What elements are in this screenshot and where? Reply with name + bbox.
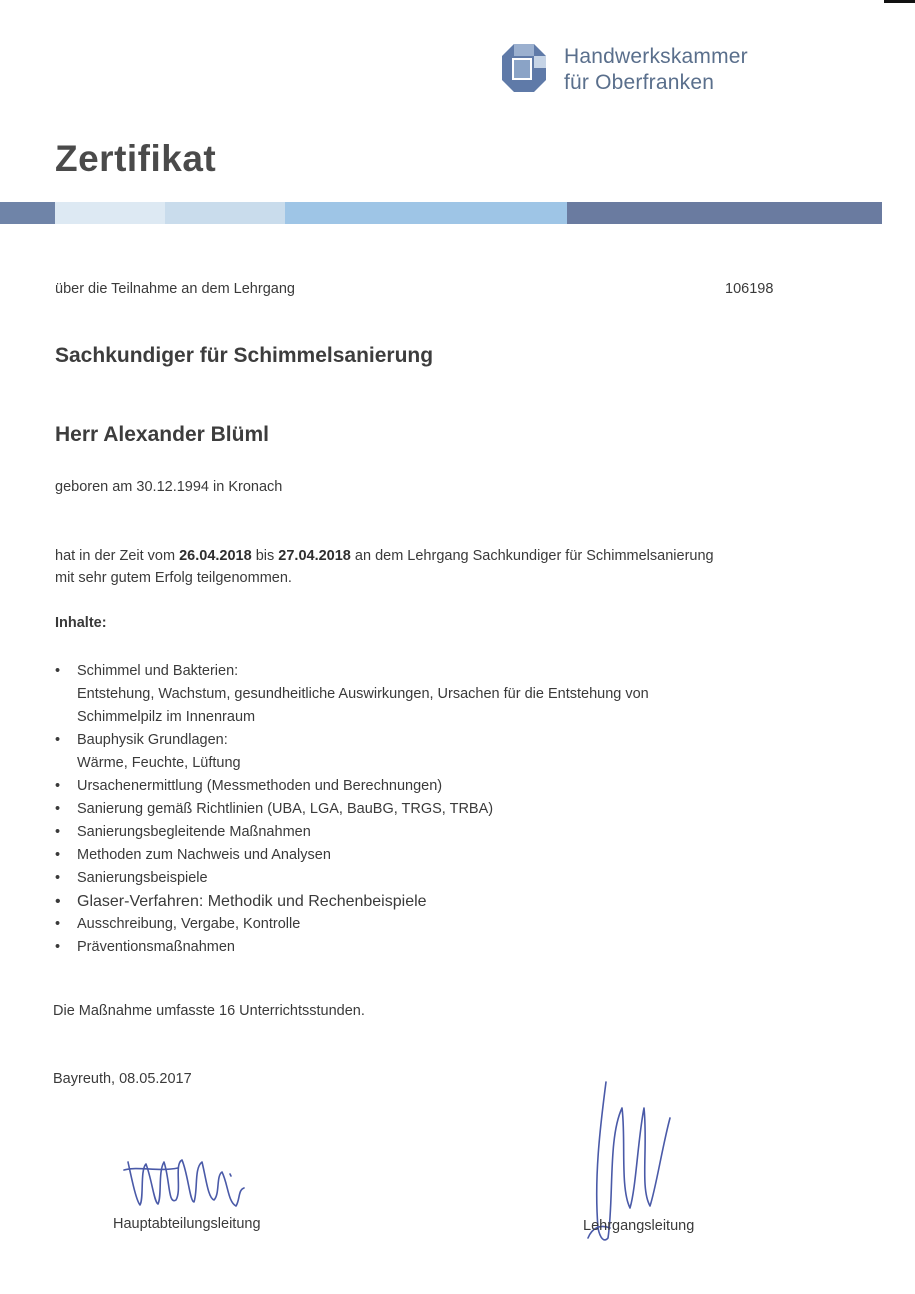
signature-left-stroke [124,1168,178,1170]
organization-line1: Handwerkskammer [564,45,748,68]
list-item [55,867,835,890]
list-item-detail: Wärme, Feuchte, Lüftung [77,755,241,771]
date-to: 27.04.2018 [278,548,351,564]
page-title: Zertifikat [55,138,217,179]
list-item-title: Ausschreibung, Vergabe, Kontrolle [77,916,301,932]
list-item-title: Sanierung gemäß Richtlinien (UBA, LGA, BauBG, TRGS, TRBA) [77,801,494,817]
list-item [55,890,835,913]
band-segment [285,202,567,224]
bullet-icon: • [55,663,61,679]
list-item [55,844,835,867]
list-item [55,936,835,959]
organization-name [564,44,748,96]
list-item-title: Ursachenermittlung (Messmethoden und Berechnungen) [77,778,443,794]
list-item-title: Sanierungsbegleitende Maßnahmen [77,824,311,840]
band-segment [165,202,285,224]
participation-prefix: hat in der Zeit vom [55,548,176,564]
organization-line2: für Oberfranken [564,71,715,94]
place-date: Bayreuth, 08.05.2017 [53,1071,192,1087]
bullet-icon: • [55,847,61,863]
bullet-icon: • [55,824,61,840]
list-item [55,775,835,798]
participation-line2: mit sehr gutem Erfolg teilgenommen. [55,570,292,586]
scan-corner-mark [884,0,915,3]
bullet-icon: • [55,893,61,910]
bullet-icon: • [55,801,61,817]
list-item-title: Präventionsmaßnahmen [77,939,235,955]
participation-suffix: an dem Lehrgang Sachkundiger für Schimmelsanierung [354,548,714,564]
list-item [55,660,835,729]
date-from: 26.04.2018 [179,548,252,564]
list-item [55,729,835,775]
list-item-detail: Schimmelpilz im Innenraum [77,709,256,725]
signature-left-label: Hauptabteilungsleitung [113,1216,261,1232]
bullet-icon: • [55,916,61,932]
course-title: Sachkundiger für Schimmelsanierung [55,344,434,367]
decorative-color-band [0,202,882,224]
band-segment [0,202,55,224]
contents-list [55,660,835,959]
list-item [55,913,835,936]
certificate-number: 106198 [725,281,774,297]
hours-statement: Die Maßnahme umfasste 16 Unterrichtsstunden. [53,1003,365,1019]
bullet-icon: • [55,778,61,794]
participation-between: bis [255,548,275,564]
signature-right-label: Lehrgangsleitung [583,1218,695,1234]
signature-left-stroke [230,1174,231,1176]
participant-name: Herr Alexander Blüml [55,423,269,446]
signature-right-stroke [597,1082,670,1240]
list-item-title: Glaser-Verfahren: Methodik und Rechenbeispiele [77,893,427,910]
participation-statement [55,545,835,589]
band-segment [55,202,165,224]
signature-left-stroke [128,1160,244,1206]
list-item [55,798,835,821]
band-segment [567,202,882,224]
list-item [55,821,835,844]
bullet-icon: • [55,870,61,886]
list-item-title: Sanierungsbeispiele [77,870,208,886]
intro-text: über die Teilnahme an dem Lehrgang [55,281,295,297]
birth-info: geboren am 30.12.1994 in Kronach [55,479,283,495]
bullet-icon: • [55,939,61,955]
hwk-logo-icon [500,42,548,94]
bullet-icon: • [55,732,61,748]
list-item-title: Bauphysik Grundlagen: [77,732,228,748]
list-item-title: Schimmel und Bakterien: [77,663,239,679]
signature-left [118,1150,248,1220]
list-item-detail: Entstehung, Wachstum, gesundheitliche Auswirkungen, Ursachen für die Entstehung von [77,686,649,702]
contents-heading: Inhalte: [55,615,107,631]
list-item-title: Methoden zum Nachweis und Analysen [77,847,331,863]
